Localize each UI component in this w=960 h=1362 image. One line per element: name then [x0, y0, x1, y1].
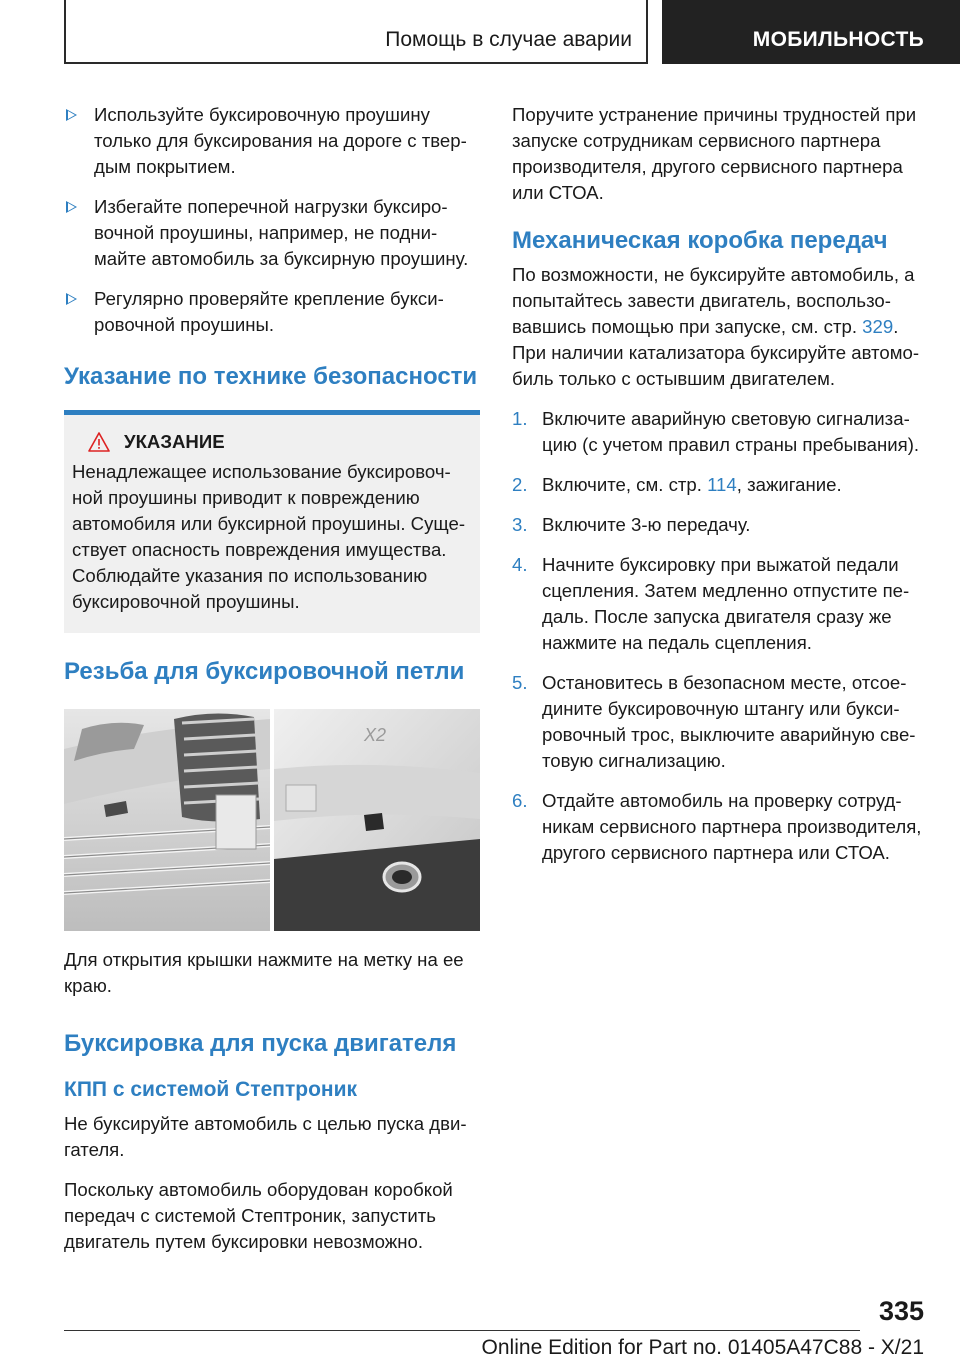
- step-item: [512, 552, 928, 656]
- bullet-text: Регулярно проверяйте крепление буксировочной проушины.: [94, 288, 444, 335]
- manual-paragraph-2: При наличии катализатора буксируйте автомобиль только с остывшим двигателем.: [512, 342, 920, 389]
- step-number: 2.: [512, 474, 528, 495]
- step-item: [512, 472, 928, 498]
- header-section-title: Помощь в случае аварии: [385, 28, 632, 51]
- step-number: 4.: [512, 554, 528, 575]
- warning-title: УКАЗАНИЕ: [124, 431, 225, 452]
- manual-gearbox-heading: Механическая коробка передач: [512, 227, 888, 254]
- step-number: 5.: [512, 672, 528, 693]
- header-chapter-box: [662, 0, 960, 64]
- thread-heading: Резьба для буксировочной петли: [64, 658, 465, 685]
- bullet-item: [64, 102, 480, 180]
- step-text: Остановитесь в безопасном месте, отсоедините буксировочную штангу или буксировочный трос, выключите аварийную световую сигнализацию.: [542, 672, 916, 771]
- steptronic-paragraph-2: Поскольку автомобиль оборудован коробкой передач с системой Стептроник, запустить двигатель путем буксировки невозможно.: [64, 1179, 453, 1252]
- step-item: [512, 788, 928, 866]
- bullet-text: Избегайте поперечной нагрузки буксировочной проушины, например, не поднимайте автомобиль за буксирную проушину.: [94, 196, 469, 269]
- bullet-item: [64, 194, 480, 272]
- step-item: [512, 512, 928, 538]
- footer-rule: [64, 1330, 860, 1331]
- header-chapter-title: МОБИЛЬНОСТЬ: [752, 28, 924, 51]
- manual-p1-text: По возможности, не буксируйте автомобиль, а попытайтесь завести двигатель, воспользовавшись помощью при запуске, см. стр.: [512, 264, 915, 337]
- step-text: Включите 3-ю передачу.: [542, 514, 751, 535]
- step-text: Включите, см. стр.: [542, 474, 708, 495]
- warning-title-row: [88, 431, 470, 453]
- triangle-bullet-icon: [66, 201, 77, 213]
- step-number: 3.: [512, 514, 528, 535]
- steptronic-paragraph-1: Не буксируйте автомобиль с целью пуска двигателя.: [64, 1113, 467, 1160]
- page-link-329[interactable]: 329: [862, 316, 894, 337]
- warning-box: [64, 415, 480, 633]
- car-bumper-illustration: [64, 709, 480, 931]
- model-badge-glyph: X2: [364, 725, 387, 745]
- steps-list: [512, 406, 928, 866]
- triangle-bullet-icon: [66, 293, 77, 305]
- tow-start-heading: Буксировка для пуска двигателя: [64, 1030, 457, 1057]
- right-column: [512, 102, 928, 880]
- left-column: [64, 102, 480, 1255]
- step-number: 6.: [512, 790, 528, 811]
- page-number: 335: [878, 1296, 924, 1326]
- manual-p1-end: .: [893, 316, 899, 337]
- triangle-bullet-icon: [66, 109, 77, 121]
- step-text-end: , зажигание.: [736, 474, 842, 495]
- manual-paragraph-1: [512, 262, 928, 340]
- warning-text: Ненадлежащее использование буксировочной проушины приводит к повреждению автомобиля или буксирной проушины. Существует опасность повреждения имущества. Соблюдайте указания по использованию буксировочной проушины.: [72, 461, 466, 612]
- edition-footer: Online Edition for Part no. 01405A47C88 - X/21: [481, 1336, 924, 1359]
- step-item: [512, 406, 928, 458]
- step-text: Начните буксировку при выжатой педали сцепления. Затем медленно отпустите педаль. После запуска двигателя сразу же нажмите на педаль сцепления.: [542, 554, 910, 653]
- warning-triangle-icon: [88, 432, 110, 452]
- step-text: Включите аварийную световую сигнализацию (с учетом правил страны пребывания).: [542, 408, 920, 455]
- step-text: Отдайте автомобиль на проверку сотрудникам сервисного партнера производителя, другого сервисного партнера или СТОА.: [542, 790, 922, 863]
- image-caption: Для открытия крышки нажмите на метку на ее краю.: [64, 949, 464, 996]
- safety-heading: Указание по технике безопасности: [64, 363, 478, 390]
- step-number: 1.: [512, 408, 528, 429]
- steptronic-heading: КПП с системой Стептроник: [64, 1078, 357, 1101]
- tow-hook-cover-photo: [64, 709, 480, 931]
- bullet-text: Используйте буксировочную проушину только для буксирования на дороге с твердым покрытием.: [94, 104, 467, 177]
- step-item: [512, 670, 928, 774]
- intro-paragraph: Поручите устранение причины трудностей при запуске сотрудникам сервисного партнера производителя, другого сервисного партнера или СТОА.: [512, 104, 917, 203]
- bullet-item: [64, 286, 480, 338]
- header-section-box: [64, 0, 648, 64]
- page-link-114[interactable]: 114: [707, 474, 737, 495]
